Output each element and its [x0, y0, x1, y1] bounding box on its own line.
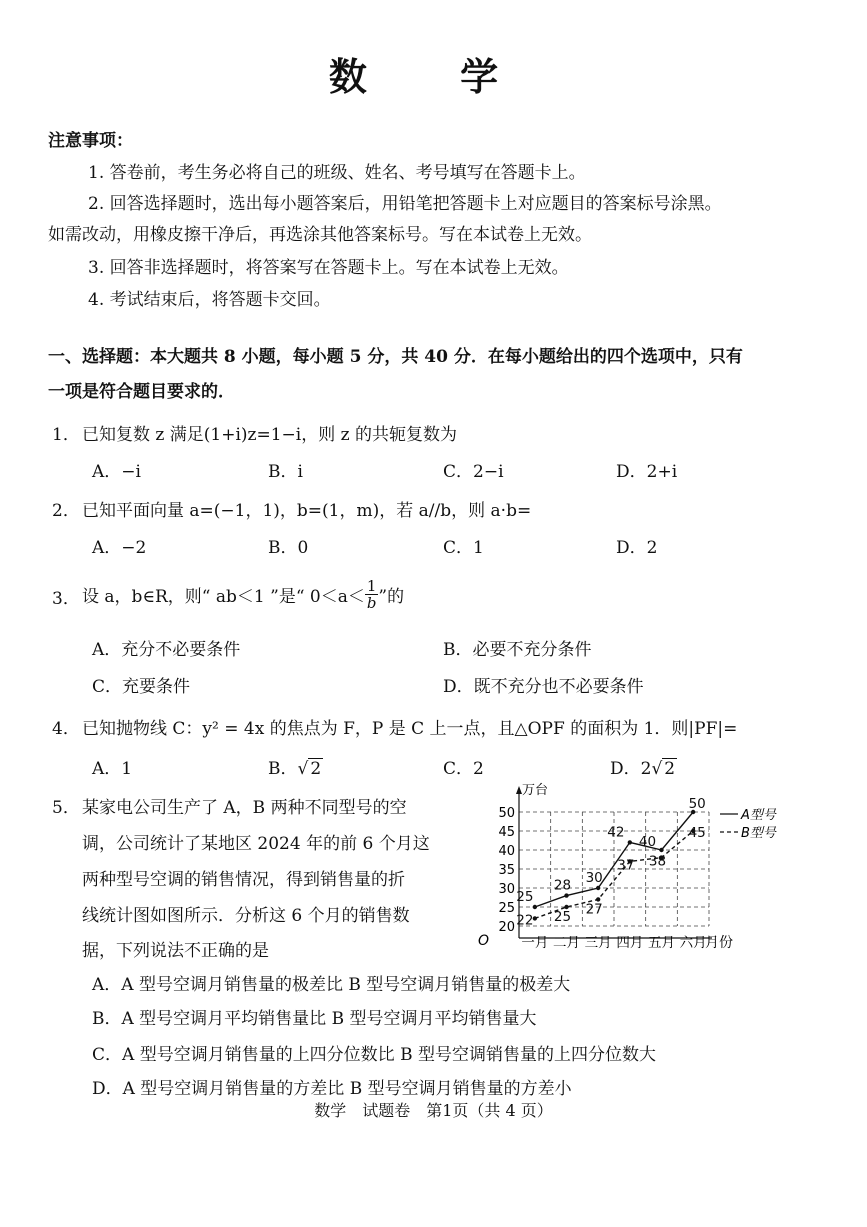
data-label: 45 [688, 825, 706, 841]
legend-label: B型号 [741, 826, 776, 841]
q1-stem: 已知复数 z 满足(1+i)z=1−i，则 z 的共轭复数为 [82, 425, 457, 445]
x-tick-label: 四月 [616, 935, 644, 951]
q4-option-c: C．2 [443, 759, 484, 779]
q2-option-c: C．1 [443, 538, 484, 558]
q4-option-d-radicand: 2 [664, 759, 676, 779]
chart-legend [720, 808, 777, 841]
q5-number: 5． [52, 798, 80, 818]
q1-option-d: D．2+i [616, 462, 678, 482]
q5-option-a: A．A 型号空调月销售量的极差比 B 型号空调月销售量的极差大 [92, 975, 571, 995]
y-axis-label: 万台 [522, 783, 549, 798]
q4-option-a: A．1 [92, 759, 133, 779]
y-tick-label: 40 [498, 844, 515, 859]
legend-label: A型号 [741, 808, 776, 823]
q3-fraction-numerator: 1 [366, 576, 377, 595]
q3-fraction-denominator: b [366, 593, 377, 612]
y-tick-label: 45 [498, 825, 515, 840]
data-label: 38 [648, 853, 667, 870]
q1-option-c: C．2−i [443, 462, 504, 482]
page-title: 数 学 [328, 54, 539, 99]
q3-option-d: D．既不充分也不必要条件 [443, 677, 644, 697]
data-label: 40 [638, 834, 657, 850]
data-label: 50 [688, 796, 706, 812]
data-label: 42 [607, 824, 625, 841]
x-tick-label: 六月 [679, 935, 707, 951]
q3-stem-text-a: 设 a，b∈R，则“ ab＜1 ”是“ 0＜a＜ [82, 586, 365, 607]
q3-fraction [365, 578, 379, 611]
q3-number: 3． [52, 589, 80, 609]
notice-item-2-cont: 如需改动，用橡皮擦干净后，再选涂其他答案标号。写在本试卷上无效。 [48, 225, 592, 245]
q5-stem-line-2: 调，公司统计了某地区 2024 年的前 6 个月这 [82, 834, 430, 854]
section1-heading: 一、选择题：本大题共 8 小题，每小题 5 分，共 40 分．在每小题给出的四个选项中，只有 [48, 347, 743, 367]
q3-option-a: A．充分不必要条件 [92, 640, 241, 660]
q2-option-b: B．0 [268, 538, 309, 558]
q2-number: 2． [52, 501, 80, 521]
data-point [628, 840, 632, 844]
y-tick-label: 35 [498, 863, 515, 878]
q3-option-b: B．必要不充分条件 [443, 640, 592, 660]
notice-heading: 注意事项： [48, 131, 133, 151]
y-tick-label: 50 [498, 806, 515, 821]
notice-item-2: 2. 回答选择题时，选出每小题答案后，用铅笔把答题卡上对应题目的答案标号涂黑。 [88, 194, 722, 214]
q4-option-d [610, 754, 677, 779]
y-tick-labels [498, 806, 515, 935]
y-tick-label: 30 [498, 882, 515, 897]
q4-option-b [268, 754, 323, 779]
data-point [659, 848, 663, 852]
q4-stem: 已知抛物线 C：y² = 4x 的焦点为 F，P 是 C 上一点，且△OPF 的面积为 1．则|PF|= [82, 719, 738, 739]
data-label: 25 [553, 909, 572, 925]
q1-option-b: B．i [268, 462, 303, 482]
q4-option-b-label: B． [268, 759, 298, 779]
data-point [564, 893, 568, 897]
x-tick-label: 五月 [648, 935, 675, 951]
x-axis-label: 月份 [705, 935, 733, 951]
q5-option-c: C．A 型号空调月销售量的上四分位数比 B 型号空调销售量的上四分位数大 [92, 1045, 656, 1065]
q1-number: 1． [52, 425, 80, 445]
page-footer: 数学 试题卷 第1页（共 4 页） [314, 1101, 553, 1120]
y-tick-label: 20 [498, 920, 515, 935]
data-label: 30 [585, 870, 603, 886]
x-tick-label: 三月 [584, 935, 612, 951]
q3-stem-text-b: ”的 [378, 586, 405, 607]
section1-heading-cont: 一项是符合题目要求的． [48, 382, 235, 402]
origin-label: O [478, 933, 490, 949]
q3-option-c: C．充要条件 [92, 677, 191, 697]
q5-stem-line-1: 某家电公司生产了 A，B 两种不同型号的空 [82, 798, 407, 818]
x-tick-label: 二月 [553, 935, 580, 951]
sqrt-sign-icon: √ [297, 759, 309, 779]
data-label: 25 [516, 889, 534, 905]
q4-option-d-label: D．2 [610, 759, 652, 779]
q5-option-b: B．A 型号空调月平均销售量比 B 型号空调月平均销售量大 [92, 1009, 537, 1029]
data-label: 27 [585, 901, 603, 918]
q5-stem-line-3: 两种型号空调的销售情况，得到销售量的折 [82, 870, 405, 890]
q5-stem-line-4: 线统计图如图所示．分析这 6 个月的销售数 [82, 906, 410, 926]
data-point [596, 886, 600, 890]
x-tick-label: 一月 [521, 935, 549, 951]
notice-item-4: 4. 考试结束后，将答题卡交回。 [88, 290, 331, 310]
sales-line-chart [462, 780, 776, 960]
q2-stem: 已知平面向量 a=(−1，1)，b=(1，m)，若 a//b，则 a·b= [82, 501, 532, 521]
data-label: 28 [553, 877, 572, 894]
q5-stem-line-5: 据，下列说法不正确的是 [82, 941, 269, 961]
q5-option-d: D．A 型号空调月销售量的方差比 B 型号空调月销售量的方差小 [92, 1079, 572, 1099]
q4-option-b-radicand: 2 [310, 759, 322, 779]
q3-stem [82, 572, 404, 616]
q1-option-a: A．−i [92, 462, 141, 482]
notice-item-1: 1. 答卷前，考生务必将自己的班级、姓名、考号填写在答题卡上。 [88, 163, 586, 183]
q2-option-d: D．2 [616, 538, 658, 558]
data-label: 37 [617, 857, 635, 874]
y-tick-label: 25 [498, 901, 515, 916]
notice-item-3: 3. 回答非选择题时，将答案写在答题卡上。写在本试卷上无效。 [88, 258, 569, 278]
sqrt-sign-icon: √ [651, 759, 663, 779]
data-label: 22 [516, 912, 534, 929]
q2-option-a: A．−2 [92, 538, 147, 558]
q4-number: 4． [52, 719, 80, 739]
data-point [533, 905, 537, 909]
